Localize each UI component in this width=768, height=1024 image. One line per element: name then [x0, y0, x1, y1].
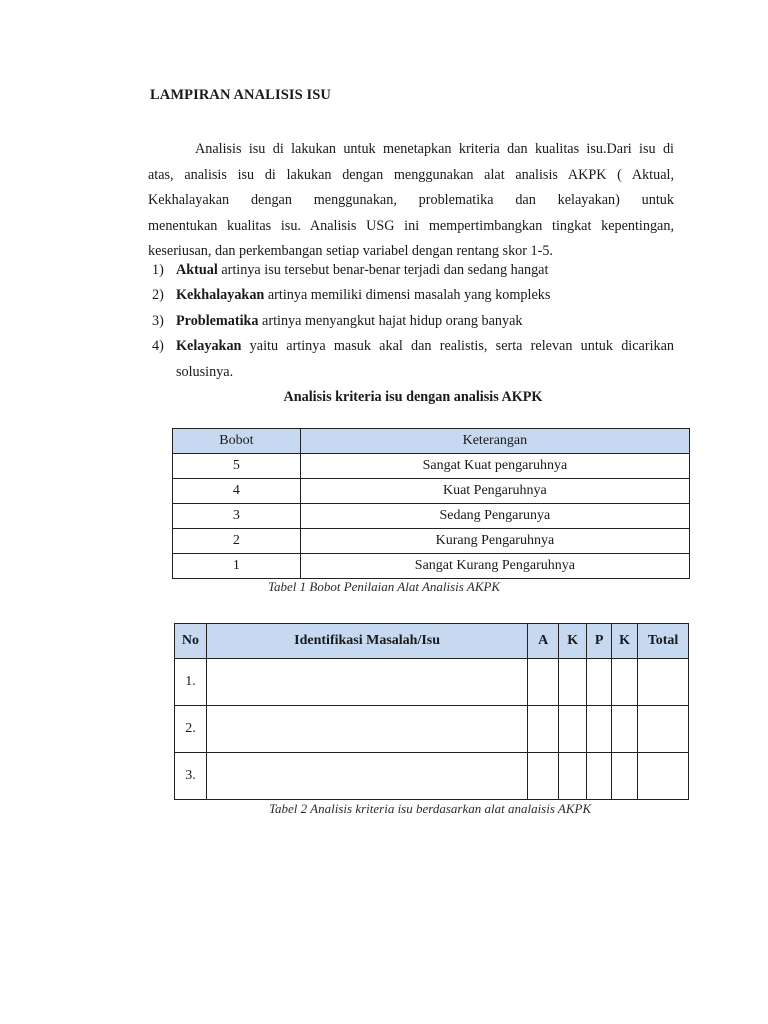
table-row	[175, 659, 689, 706]
paragraph-line: menentukan kualitas isu. Analisis USG ini mempertimbangkan tingkat kepentingan,	[148, 217, 674, 234]
table-cell	[638, 659, 689, 706]
table-cell	[206, 706, 527, 753]
table-cell	[559, 706, 587, 753]
table-cell: 4	[173, 479, 301, 504]
list-item-term: Problematika	[176, 313, 259, 329]
list-item-number: 2)	[152, 287, 164, 303]
table-cell	[612, 659, 638, 706]
table-row	[173, 554, 690, 579]
list-item-term: Kelayakan	[176, 338, 242, 354]
table-cell: Sangat Kuat pengaruhnya	[300, 454, 689, 479]
table-cell	[638, 706, 689, 753]
table-row	[175, 753, 689, 800]
page-heading: LAMPIRAN ANALISIS ISU	[150, 87, 331, 103]
table-cell	[206, 753, 527, 800]
table-row	[173, 529, 690, 554]
intro-paragraph	[148, 137, 674, 265]
table-cell	[587, 659, 612, 706]
table-cell	[528, 706, 559, 753]
table-cell: Kurang Pengaruhnya	[300, 529, 689, 554]
table-row	[173, 479, 690, 504]
list-item-continuation: solusinya.	[176, 364, 234, 380]
table-cell: 2.	[175, 706, 207, 753]
table-cell: 1	[173, 554, 301, 579]
table-cell	[206, 659, 527, 706]
list-item-number: 4)	[152, 338, 164, 354]
table-cell: 5	[173, 454, 301, 479]
list-item-desc: artinya isu tersebut benar-benar terjadi dan sedang hangat	[217, 262, 549, 278]
table1-caption: Tabel 1 Bobot Penilaian Alat Analisis AKPK	[268, 579, 501, 594]
table-cell: Sedang Pengarunya	[300, 504, 689, 529]
table-row	[173, 504, 690, 529]
column-header-keterangan: Keterangan	[300, 429, 689, 454]
table-cell	[559, 753, 587, 800]
table-header-row	[173, 429, 690, 454]
paragraph-line: keseriusan, dan perkembangan setiap variabel dengan rentang skor 1-5.	[148, 243, 553, 259]
table-cell	[612, 753, 638, 800]
list-item-term: Aktual	[176, 262, 218, 278]
table-cell	[528, 753, 559, 800]
table-cell	[587, 753, 612, 800]
table-cell: 3.	[175, 753, 207, 800]
list-item-text	[176, 287, 550, 304]
table-cell: Sangat Kurang Pengaruhnya	[300, 554, 689, 579]
table-cell	[638, 753, 689, 800]
akpk-analysis-table	[174, 623, 689, 800]
weight-table	[172, 428, 690, 579]
column-header-bobot: Bobot	[173, 429, 301, 454]
list-item-number: 3)	[152, 313, 164, 329]
list-item-term: Kekhalayakan	[176, 287, 265, 303]
column-header-k: K	[559, 624, 587, 659]
table-cell	[528, 659, 559, 706]
column-header-k2: K	[612, 624, 638, 659]
column-header-identifikasi: Identifikasi Masalah/Isu	[206, 624, 527, 659]
table-cell: Kuat Pengaruhnya	[300, 479, 689, 504]
list-item-text	[176, 338, 674, 355]
table-row	[175, 706, 689, 753]
column-header-no: No	[175, 624, 207, 659]
list-item-text	[176, 262, 548, 279]
table-cell: 1.	[175, 659, 207, 706]
column-header-a: A	[528, 624, 559, 659]
list-item-text	[176, 313, 522, 330]
list-item-desc: artinya menyangkut hajat hidup orang banyak	[258, 313, 523, 329]
paragraph-line: atas, analisis isu di lakukan dengan menggunakan alat analisis AKPK ( Aktual,	[148, 166, 674, 183]
table-row	[173, 454, 690, 479]
table-cell	[587, 706, 612, 753]
column-header-total: Total	[638, 624, 689, 659]
table-header-row	[175, 624, 689, 659]
table-cell: 2	[173, 529, 301, 554]
list-item-desc: yaitu artinya masuk akal dan realistis, serta relevan untuk dicarikan	[241, 338, 674, 354]
table-cell: 3	[173, 504, 301, 529]
table-cell	[612, 706, 638, 753]
section-subtitle: Analisis kriteria isu dengan analisis AKPK	[283, 389, 543, 405]
table-cell	[559, 659, 587, 706]
table2-caption: Tabel 2 Analisis kriteria isu berdasarkan alat analaisis AKPK	[269, 801, 592, 816]
paragraph-line: Kekhalayakan dengan menggunakan, problematika dan kelayakan) untuk	[148, 192, 674, 208]
paragraph-line: Analisis isu di lakukan untuk menetapkan kriteria dan kualitas isu.Dari isu di	[195, 141, 674, 157]
list-item-desc: artinya memiliki dimensi masalah yang kompleks	[264, 287, 551, 303]
column-header-p: P	[587, 624, 612, 659]
list-item-number: 1)	[152, 262, 164, 278]
